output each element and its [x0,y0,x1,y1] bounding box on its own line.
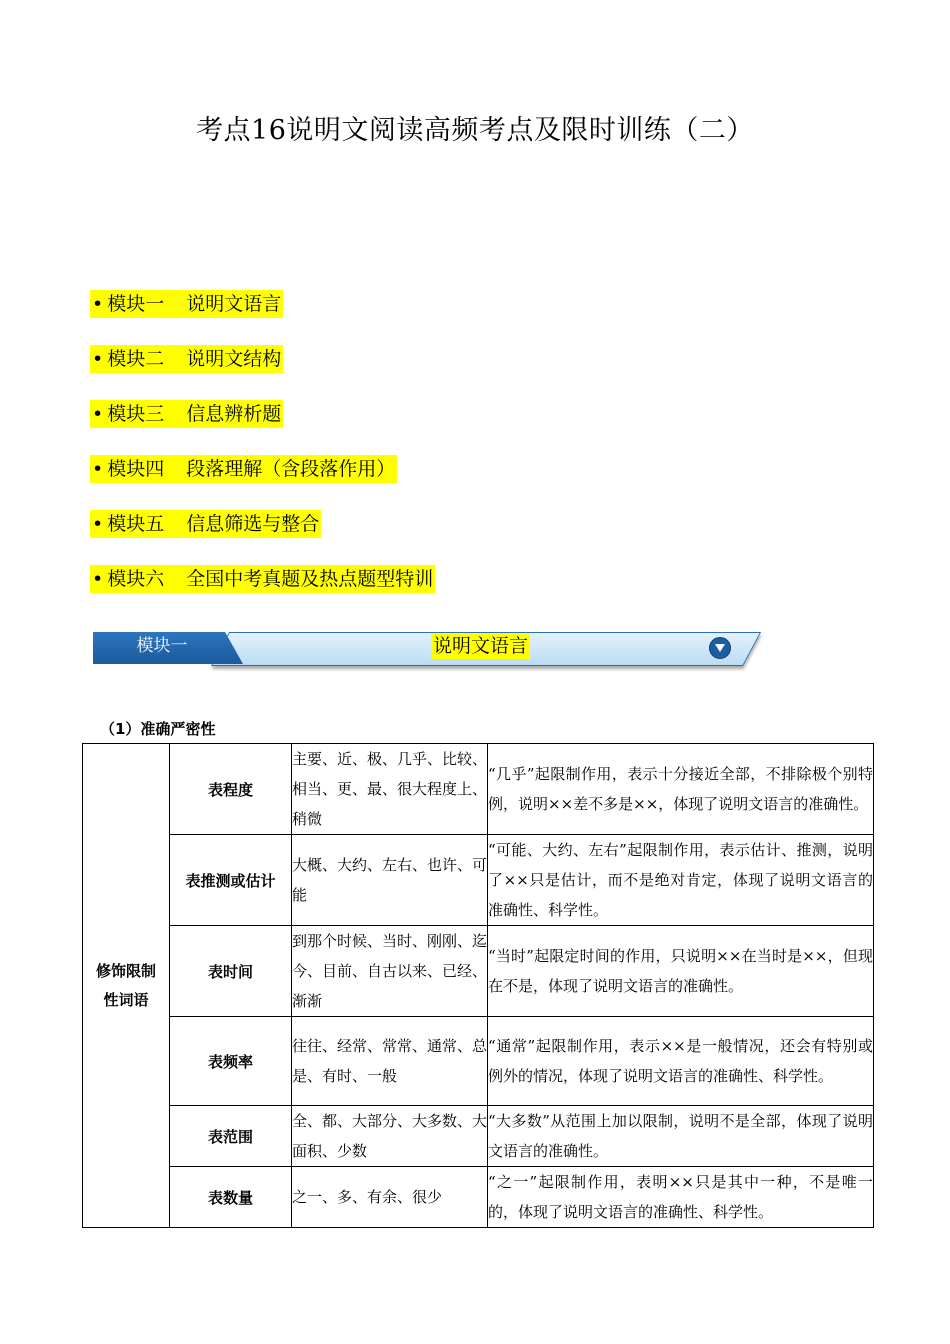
category-cell: 表推测或估计 [170,835,292,926]
group-label-cell [83,744,170,1228]
words-cell: 全、都、大部分、大多数、大面积、少数 [292,1106,488,1167]
toc-name: 段落理解（含段落作用） [186,458,396,480]
banner-title: 说明文语言 [433,635,529,657]
table-row [83,835,874,926]
toc-item[interactable]: • 模块二 说明文结构 [90,345,435,373]
toc-item[interactable]: • 模块一 说明文语言 [90,290,435,318]
explanation-cell: “大多数”从范围上加以限制，说明不是全部，体现了说明文语言的准确性。 [488,1106,874,1167]
explanation-cell: “之一”起限制作用，表明××只是其中一种，不是唯一的，体现了说明文语言的准确性、科学性。 [488,1167,874,1228]
toc-name: 全国中考真题及热点题型特训 [186,568,434,590]
toc-name: 说明文语言 [186,293,282,315]
category-cell: 表频率 [170,1017,292,1106]
toc-name: 信息筛选与整合 [186,513,320,535]
table-row [83,1017,874,1106]
toc-module: 模块二 [107,348,165,370]
toc-module: 模块三 [107,403,165,425]
explanation-cell: “通常”起限制作用，表示××是一般情况，还会有特别或例外的情况，体现了说明文语言的准确性、科学性。 [488,1017,874,1106]
words-cell: 往往、经常、常常、通常、总是、有时、一般 [292,1017,488,1106]
explanation-cell: “可能、大约、左右”起限制作用，表示估计、推测，说明了××只是估计，而不是绝对肯定，体现了说明文语言的准确性、科学性。 [488,835,874,926]
toc-item[interactable]: • 模块五 信息筛选与整合 [90,510,435,538]
words-cell: 主要、近、极、几乎、比较、相当、更、最、很大程度上、稍微 [292,744,488,835]
banner-module-label: 模块一 [136,636,188,656]
explanation-cell: “当时”起限定时间的作用，只说明××在当时是××，但现在不是，体现了说明文语言的准确性。 [488,926,874,1017]
chevron-down-circle-icon[interactable] [709,637,731,659]
category-cell: 表数量 [170,1167,292,1228]
explanation-cell: “几乎”起限制作用，表示十分接近全部，不排除极个别特例，说明××差不多是××，体现了说明文语言的准确性。 [488,744,874,835]
category-cell: 表程度 [170,744,292,835]
toc-name: 说明文结构 [186,348,282,370]
toc-module: 模块五 [107,513,165,535]
category-cell: 表时间 [170,926,292,1017]
language-table [82,743,874,1228]
toc-module: 模块四 [107,458,165,480]
toc-name: 信息辨析题 [186,403,282,425]
table-row [83,1106,874,1167]
table-row [83,744,874,835]
page-title: 考点16说明文阅读高频考点及限时训练（二） [196,115,754,146]
toc-item[interactable]: • 模块六 全国中考真题及热点题型特训 [90,565,435,593]
toc-item[interactable]: • 模块四 段落理解（含段落作用） [90,455,435,483]
words-cell: 大概、大约、左右、也许、可能 [292,835,488,926]
module-banner [93,632,743,668]
group-label: 修饰限制 性词语 [95,961,156,1009]
table-row [83,926,874,1017]
section-heading: （1）准确严密性 [100,720,216,738]
module-list [90,290,435,620]
words-cell: 到那个时候、当时、刚刚、迄今、目前、自古以来、已经、渐渐 [292,926,488,1017]
category-cell: 表范围 [170,1106,292,1167]
words-cell: 之一、多、有余、很少 [292,1167,488,1228]
table-row [83,1167,874,1228]
toc-item[interactable]: • 模块三 信息辨析题 [90,400,435,428]
toc-module: 模块六 [107,568,165,590]
toc-module: 模块一 [107,293,165,315]
